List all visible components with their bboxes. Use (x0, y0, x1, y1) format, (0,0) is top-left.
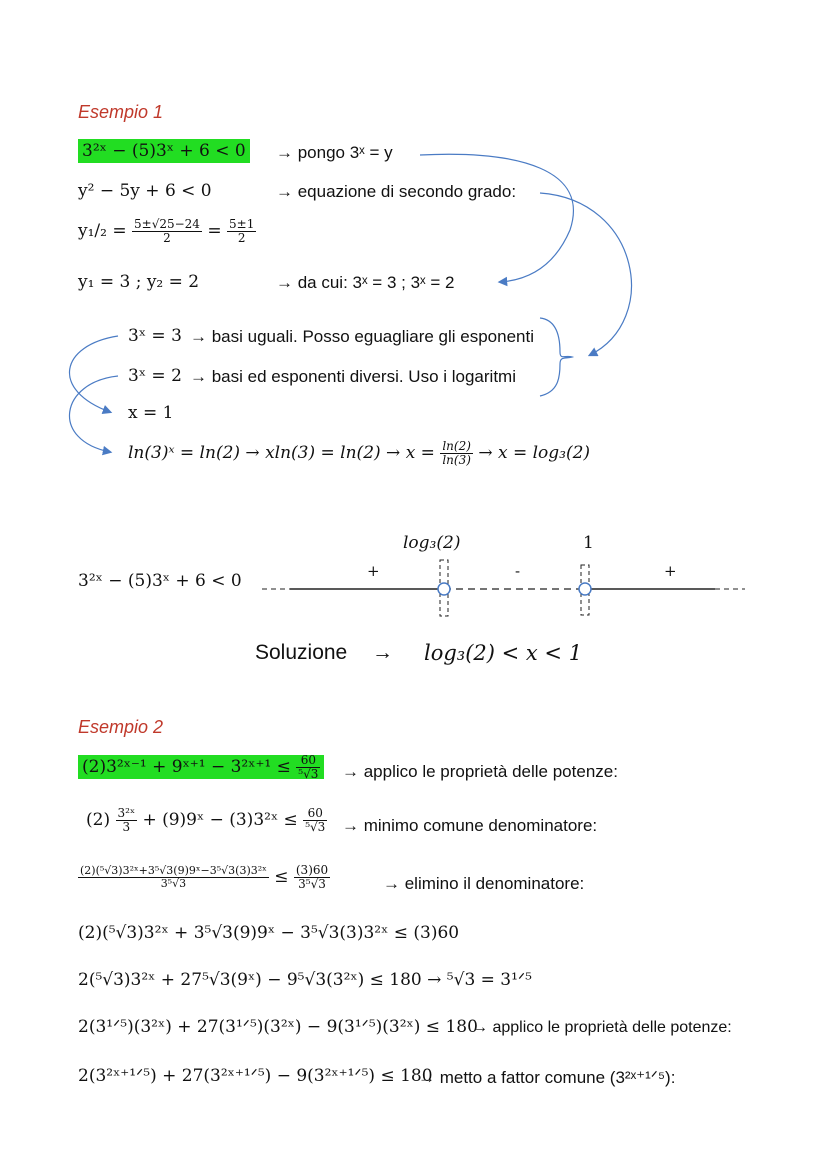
frac-numerator: 5±√25−24 (134, 217, 200, 231)
result2-part2: → x = log₃(2) (478, 443, 591, 464)
case2-math: 3ˣ = 2 (128, 366, 182, 386)
frac-numerator: 60 (303, 807, 327, 821)
frac-numerator: 5±1 (229, 217, 255, 231)
ex2-line3 (78, 864, 330, 891)
ex2-line7-note: → metto a fattor comune (3²ˣ⁺¹ᐟ⁵): (418, 1068, 676, 1087)
solution-label: Soluzione (255, 641, 348, 664)
ex2-line2-middle: + (9)9ˣ − (3)3²ˣ ≤ (142, 810, 298, 831)
ex2-line6: 2(3¹ᐟ⁵)(3²ˣ) + 27(3¹ᐟ⁵)(3²ˣ) − 9(3¹ᐟ⁵)(3²ˣ) ≤ 180 (78, 1017, 478, 1037)
point-1-label: 1 (583, 533, 594, 553)
frac-numerator: (2)(⁵√3)3²ˣ+3⁵√3(9)9ˣ−3⁵√3(3)3²ˣ (80, 864, 267, 878)
ex2-line2-coef: (2) (86, 810, 111, 831)
ex2-line3-note: → elimino il denominatore: (383, 874, 585, 893)
ex2-line1-inequality (78, 754, 324, 781)
ex2-line1-fraction (296, 754, 320, 781)
ex2-line1-note: → applico le proprietà delle potenze: (342, 762, 618, 781)
y12-label: y₁/₂ = (78, 221, 127, 242)
solution-value: log₃(2) < x < 1 (424, 641, 583, 665)
result1-math: x = 1 (128, 403, 174, 423)
ex2-line4: (2)(⁵√3)3²ˣ + 3⁵√3(9)9ˣ − 3⁵√3(3)3²ˣ ≤ (3)60 (78, 923, 460, 943)
ex1-line1-note: → pongo 3ˣ = y (276, 143, 393, 162)
ex1-line4-note: → da cui: 3ˣ = 3 ; 3ˣ = 2 (276, 273, 455, 292)
ex2-line3-le: ≤ (274, 867, 289, 888)
sign-chart-label: 3²ˣ − (5)3ˣ + 6 < 0 (78, 571, 242, 591)
example-2-heading: Esempio 2 (78, 717, 164, 737)
point-log3-2-label: log₃(2) (403, 533, 461, 553)
highlight-marker (78, 753, 324, 782)
frac-denominator: ⁵√3 (305, 820, 326, 835)
ex2-line1-lhs: (2)3²ˣ⁻¹ + 9ˣ⁺¹ − 3²ˣ⁺¹ ≤ (82, 757, 291, 778)
ex2-line2-fraction2 (303, 807, 327, 834)
ex1-line2-note: → equazione di secondo grado: (276, 182, 517, 201)
frac-denominator: 3⁵√3 (160, 877, 187, 891)
solution-arrow: → (372, 641, 393, 664)
ex2-line5: 2(⁵√3)3²ˣ + 27⁵√3(9ˣ) − 9⁵√3(3²ˣ) ≤ 180 → ⁵√3 = 3¹ᐟ⁵ (78, 970, 532, 990)
frac-numerator: (3)60 (295, 863, 329, 877)
open-point-log3-2 (438, 583, 450, 595)
ex1-line2-equation: y² − 5y + 6 < 0 (78, 181, 212, 201)
frac-denominator: 2 (163, 231, 171, 246)
example-1-heading: Esempio 1 (78, 102, 164, 122)
frac-denominator: 3⁵√3 (298, 877, 326, 892)
case1-math: 3ˣ = 3 (128, 326, 182, 346)
open-point-1 (579, 583, 591, 595)
sign-plus-left: + (367, 562, 380, 580)
frac-denominator: 3 (122, 820, 131, 835)
frac-denominator: 2 (237, 231, 246, 246)
frac-denominator: ⁵√3 (298, 767, 319, 782)
case1-note: → basi uguali. Posso eguagliare gli esponenti (190, 327, 535, 346)
ex2-line3-fraction1 (78, 865, 269, 890)
highlight-marker: 3²ˣ − (5)3ˣ + 6 < 0 (78, 139, 250, 163)
ex2-line2 (86, 807, 327, 834)
ex1-line4-roots: y₁ = 3 ; y₂ = 2 (78, 272, 200, 292)
frac-numerator: 3²ˣ (117, 806, 136, 820)
frac-numerator: ln(2) (442, 439, 471, 453)
case2-note: → basi ed esponenti diversi. Uso i logaritmi (190, 367, 516, 386)
equals-sign: = (207, 221, 222, 242)
ex2-line6-note: → applico le proprietà delle potenze: (472, 1019, 732, 1036)
ex2-line3-fraction2 (294, 864, 330, 891)
ex2-line7: 2(3²ˣ⁺¹ᐟ⁵) + 27(3²ˣ⁺¹ᐟ⁵) − 9(3²ˣ⁺¹ᐟ⁵) ≤ 180 (78, 1066, 433, 1086)
ex2-line2-note: → minimo comune denominatore: (342, 816, 598, 835)
sign-plus-right: + (664, 562, 677, 580)
sign-minus-middle: - (515, 562, 521, 580)
frac-denominator: ln(3) (442, 453, 471, 468)
result2-part1: ln(3)ˣ = ln(2) → xln(3) = ln(2) → x = (128, 443, 435, 464)
frac-numerator: 60 (296, 754, 320, 768)
ex2-line2-fraction1 (116, 807, 138, 834)
